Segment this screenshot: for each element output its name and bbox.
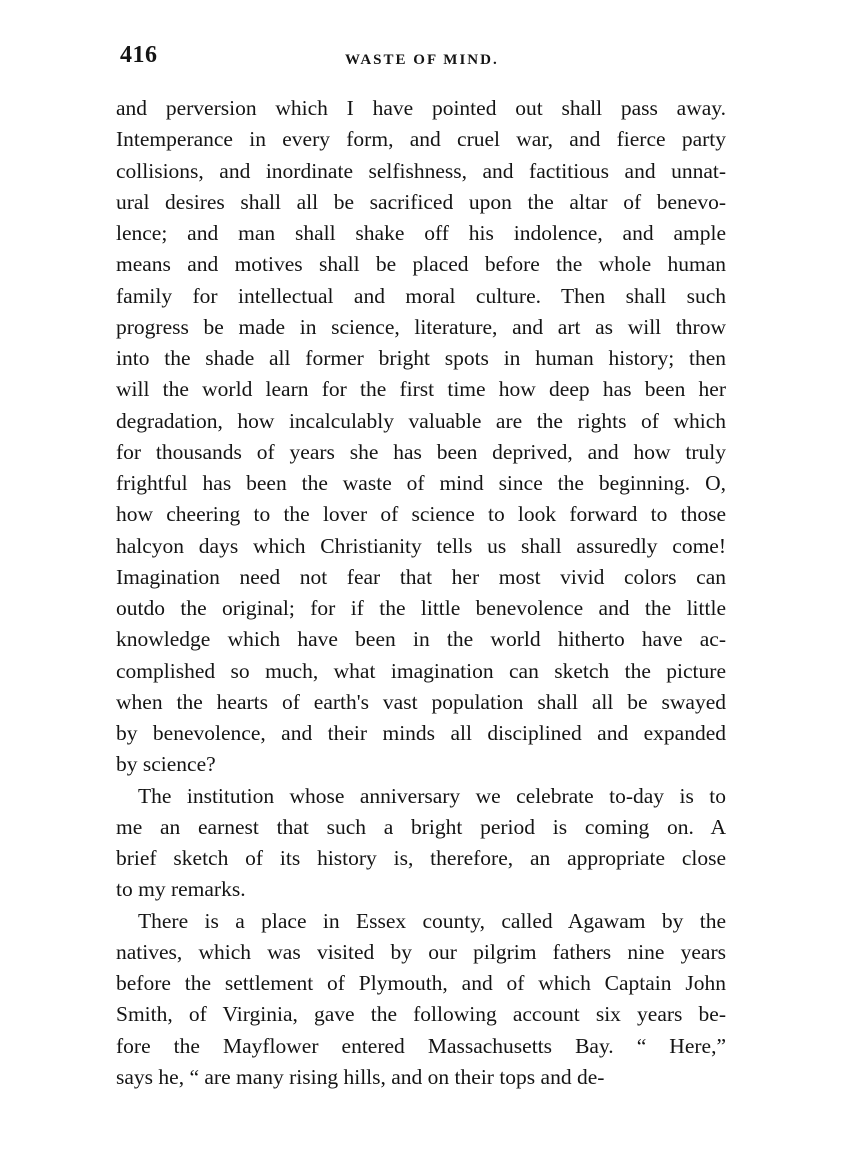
text-line: before the settlement of Plymouth, and of which Captain John: [116, 971, 726, 995]
text-line: brief sketch of its history is, therefore, an appropriate close: [116, 846, 726, 870]
text-line: family for intellectual and moral culture. Then shall such: [116, 283, 726, 308]
paragraph: [116, 906, 726, 1094]
text-line: The institution whose anniversary we celebrate to-day is to: [138, 783, 726, 808]
text-line: lence; and man shall shake off his indolence, and ample: [116, 221, 726, 245]
page-number: 416: [120, 42, 158, 68]
text-line: to my remarks.: [116, 877, 246, 902]
running-title: WASTE OF MIND.: [345, 52, 499, 68]
text-line: into the shade all former bright spots in human history; then: [116, 346, 726, 370]
text-line: Intemperance in every form, and cruel war, and fierce party: [116, 127, 726, 152]
text-line: means and motives shall be placed before the whole human: [116, 252, 726, 277]
running-head: [120, 42, 730, 72]
text-line: Smith, of Virginia, gave the following account six years be-: [116, 1002, 726, 1027]
body-text: [116, 93, 726, 1093]
text-line: frightful has been the waste of mind since the beginning. O,: [116, 471, 726, 495]
text-line: ural desires shall all be sacrificed upon the altar of benevo-: [116, 189, 726, 214]
text-line: outdo the original; for if the little benevolence and the little: [116, 596, 726, 620]
text-line: by benevolence, and their minds all disciplined and expanded: [116, 721, 726, 745]
text-line: natives, which was visited by our pilgrim fathers nine years: [116, 939, 726, 964]
text-line: progress be made in science, literature, and art as will throw: [116, 314, 726, 339]
text-line: and perversion which I have pointed out shall pass away.: [116, 96, 726, 120]
paragraph: [116, 781, 726, 906]
paragraph: [116, 93, 726, 781]
text-line: by science?: [116, 752, 216, 777]
text-line: halcyon days which Christianity tells us shall assuredly come!: [116, 533, 726, 558]
text-line: degradation, how incalculably valuable are the rights of which: [116, 408, 726, 433]
text-line: There is a place in Essex county, called Agawam by the: [138, 908, 726, 933]
text-line: how cheering to the lover of science to look forward to those: [116, 502, 726, 527]
text-line: for thousands of years she has been deprived, and how truly: [116, 439, 726, 464]
text-line: me an earnest that such a bright period is coming on. A: [116, 814, 726, 839]
text-line: complished so much, what imagination can sketch the picture: [116, 658, 726, 683]
text-line: Imagination need not fear that her most vivid colors can: [116, 564, 726, 589]
text-line: collisions, and inordinate selfishness, and factitious and unnat-: [116, 158, 726, 183]
text-line: fore the Mayflower entered Massachusetts Bay. “ Here,”: [116, 1033, 726, 1058]
text-line: says he, “ are many rising hills, and on their tops and de-: [116, 1064, 605, 1089]
text-line: will the world learn for the first time how deep has been her: [116, 377, 726, 402]
text-line: when the hearts of earth's vast population shall all be swayed: [116, 689, 726, 714]
text-line: knowledge which have been in the world hitherto have ac-: [116, 627, 726, 652]
